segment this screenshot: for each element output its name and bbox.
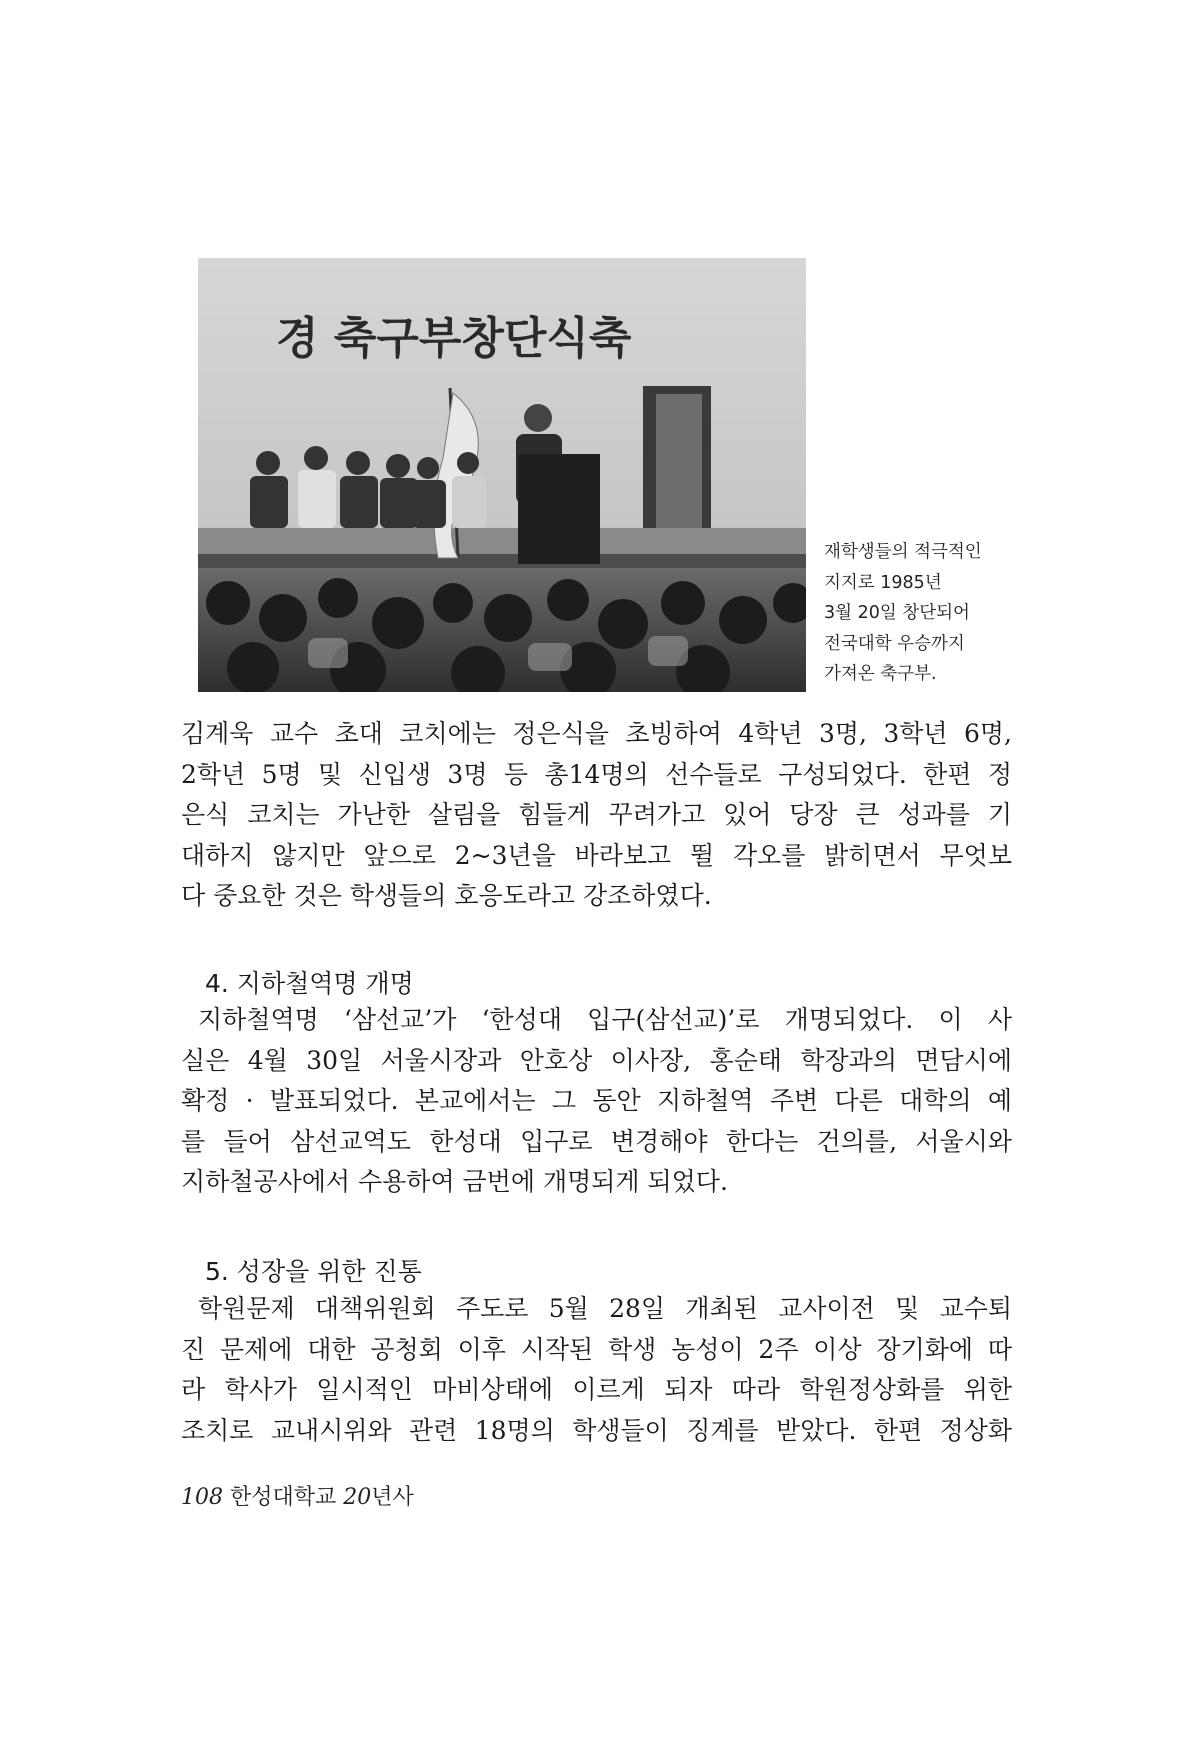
text-line: 조치로 교내시위와 관련 18명의 학생들이 징계를 받았다. 한편 정상화 <box>181 1415 1012 1445</box>
banner-text: 경 축구부창단식축 <box>276 313 632 364</box>
paragraph-subway <box>181 1000 1012 1203</box>
photo-scene <box>198 258 806 692</box>
photo-caption <box>824 537 994 690</box>
caption-line: 재학생들의 적극적인 <box>824 542 982 562</box>
text-line: 확정 · 발표되었다. 본교에서는 그 동안 지하철역 주변 다른 대학의 예 <box>181 1086 1012 1115</box>
text-line: 다 중요한 것은 학생들의 호응도라고 강조하였다. <box>181 881 712 910</box>
text-line: 은식 코치는 가난한 살림을 힘들게 꾸려가고 있어 당장 큰 성과를 기 <box>181 800 1012 829</box>
text-line: 를 들어 삼선교역도 한성대 입구로 변경해야 한다는 건의를, 서울시와 <box>181 1126 1012 1156</box>
text-line: 실은 4월 30일 서울시장과 안호상 이사장, 홍순태 학장과의 면담시에 <box>181 1045 1012 1075</box>
caption-line: 전국대학 우승까지 <box>824 633 965 654</box>
text-line: 지하철역명 ‘삼선교’가 ‘한성대 입구(삼선교)’로 개명되었다. 이 사 <box>198 1005 1012 1034</box>
text-line: 라 학사가 일시적인 마비상태에 이르게 되자 따라 학원정상화를 위한 <box>181 1375 1012 1404</box>
page-footer <box>181 1480 414 1511</box>
caption-line: 지지로 1985년 <box>824 572 942 593</box>
book-suffix: 년사 <box>371 1485 414 1510</box>
paragraph-coach <box>181 714 1012 917</box>
section-heading-subway: 4. 지하철역명 개명 <box>205 969 414 998</box>
ceremony-photo <box>198 258 806 692</box>
text-line: 지하철공사에서 수용하여 금번에 개명되게 되었다. <box>181 1167 728 1196</box>
caption-line: 3월 20일 창단되어 <box>824 603 970 623</box>
text-line: 대하지 않지만 앞으로 2~3년을 바라보고 뛸 각오를 밝히면서 무엇보 <box>181 840 1012 870</box>
text-line: 2학년 5명 및 신입생 3명 등 총14명의 선수들로 구성되었다. 한편 정 <box>181 759 1012 789</box>
text-line: 김계욱 교수 초대 코치에는 정은식을 초빙하여 4학년 3명, 3학년 6명, <box>181 719 1012 748</box>
paragraph-growth <box>181 1289 1012 1451</box>
book-title: 한성대학교 <box>230 1485 337 1510</box>
text-line: 진 문제에 대한 공청회 이후 시작된 학생 농성이 2주 이상 장기화에 따 <box>181 1334 1012 1364</box>
caption-line: 가져온 축구부. <box>824 664 937 684</box>
page-number: 108 <box>181 1485 223 1510</box>
book-years: 20 <box>343 1485 372 1510</box>
section-heading-growth: 5. 성장을 위한 진통 <box>205 1257 422 1286</box>
text-line: 학원문제 대책위원회 주도로 5월 28일 개최된 교사이전 및 교수퇴 <box>198 1294 1012 1323</box>
